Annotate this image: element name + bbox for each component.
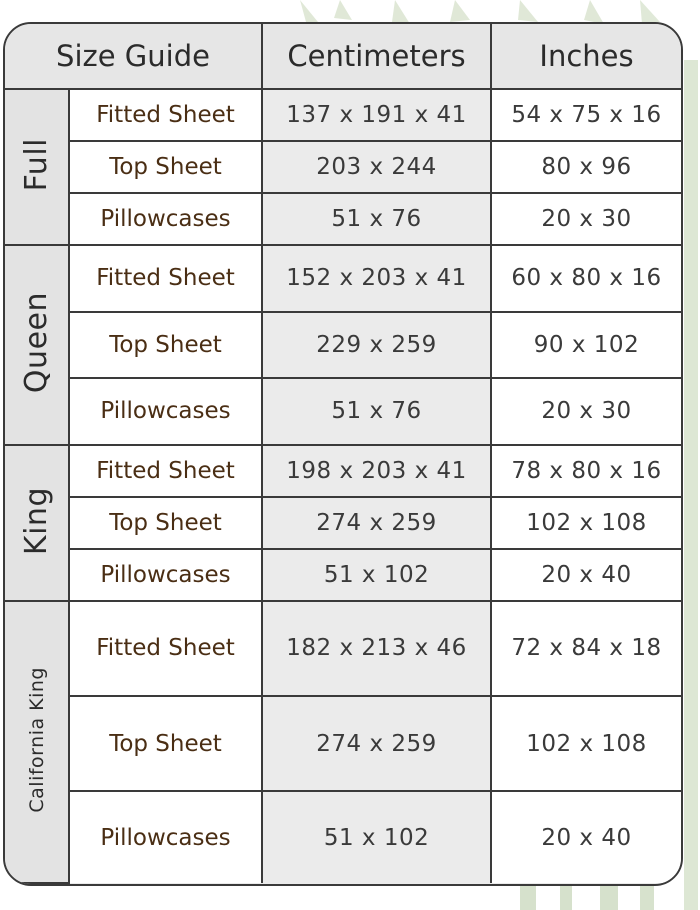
table-row (5, 497, 681, 549)
size-group-label-cell (5, 245, 69, 444)
centimeters-value: 203 x 244 (262, 141, 491, 193)
inches-value: 20 x 40 (491, 791, 681, 883)
inches-value: 102 x 108 (491, 497, 681, 549)
size-guide-table-card (3, 22, 683, 886)
header-inches: Inches (491, 24, 681, 89)
table-row (5, 89, 681, 141)
inches-value: 90 x 102 (491, 312, 681, 378)
inches-value: 20 x 30 (491, 193, 681, 245)
item-name: Top Sheet (69, 497, 262, 549)
centimeters-value: 229 x 259 (262, 312, 491, 378)
inches-value: 20 x 30 (491, 378, 681, 444)
size-guide-table (5, 24, 681, 884)
header-size-guide: Size Guide (5, 24, 262, 89)
table-row (5, 696, 681, 791)
centimeters-value: 274 x 259 (262, 497, 491, 549)
inches-value: 78 x 80 x 16 (491, 445, 681, 497)
inches-value: 72 x 84 x 18 (491, 601, 681, 696)
item-name: Fitted Sheet (69, 245, 262, 311)
table-row (5, 141, 681, 193)
header-centimeters: Centimeters (262, 24, 491, 89)
table-row (5, 378, 681, 444)
centimeters-value: 182 x 213 x 46 (262, 601, 491, 696)
table-row (5, 193, 681, 245)
centimeters-value: 51 x 76 (262, 378, 491, 444)
table-row (5, 601, 681, 696)
header-row (5, 24, 681, 89)
size-group-label: King (19, 486, 54, 555)
inches-value: 54 x 75 x 16 (491, 89, 681, 141)
size-group-label-cell (5, 89, 69, 245)
table-row (5, 549, 681, 601)
item-name: Top Sheet (69, 141, 262, 193)
centimeters-value: 198 x 203 x 41 (262, 445, 491, 497)
table-row (5, 245, 681, 311)
item-name: Pillowcases (69, 791, 262, 883)
centimeters-value: 137 x 191 x 41 (262, 89, 491, 141)
table-row (5, 312, 681, 378)
table-row (5, 791, 681, 883)
centimeters-value: 152 x 203 x 41 (262, 245, 491, 311)
item-name: Fitted Sheet (69, 445, 262, 497)
inches-value: 60 x 80 x 16 (491, 245, 681, 311)
centimeters-value: 51 x 102 (262, 549, 491, 601)
centimeters-value: 274 x 259 (262, 696, 491, 791)
centimeters-value: 51 x 102 (262, 791, 491, 883)
inches-value: 102 x 108 (491, 696, 681, 791)
table-row (5, 445, 681, 497)
item-name: Top Sheet (69, 696, 262, 791)
inches-value: 20 x 40 (491, 549, 681, 601)
centimeters-value: 51 x 76 (262, 193, 491, 245)
size-group-label: California King (25, 667, 48, 813)
item-name: Pillowcases (69, 378, 262, 444)
item-name: Pillowcases (69, 549, 262, 601)
size-group-label-cell (5, 601, 69, 883)
size-group-label: Full (19, 138, 54, 192)
inches-value: 80 x 96 (491, 141, 681, 193)
item-name: Top Sheet (69, 312, 262, 378)
size-group-label: Queen (19, 292, 54, 394)
size-group-label-cell (5, 445, 69, 601)
item-name: Fitted Sheet (69, 601, 262, 696)
item-name: Fitted Sheet (69, 89, 262, 141)
item-name: Pillowcases (69, 193, 262, 245)
